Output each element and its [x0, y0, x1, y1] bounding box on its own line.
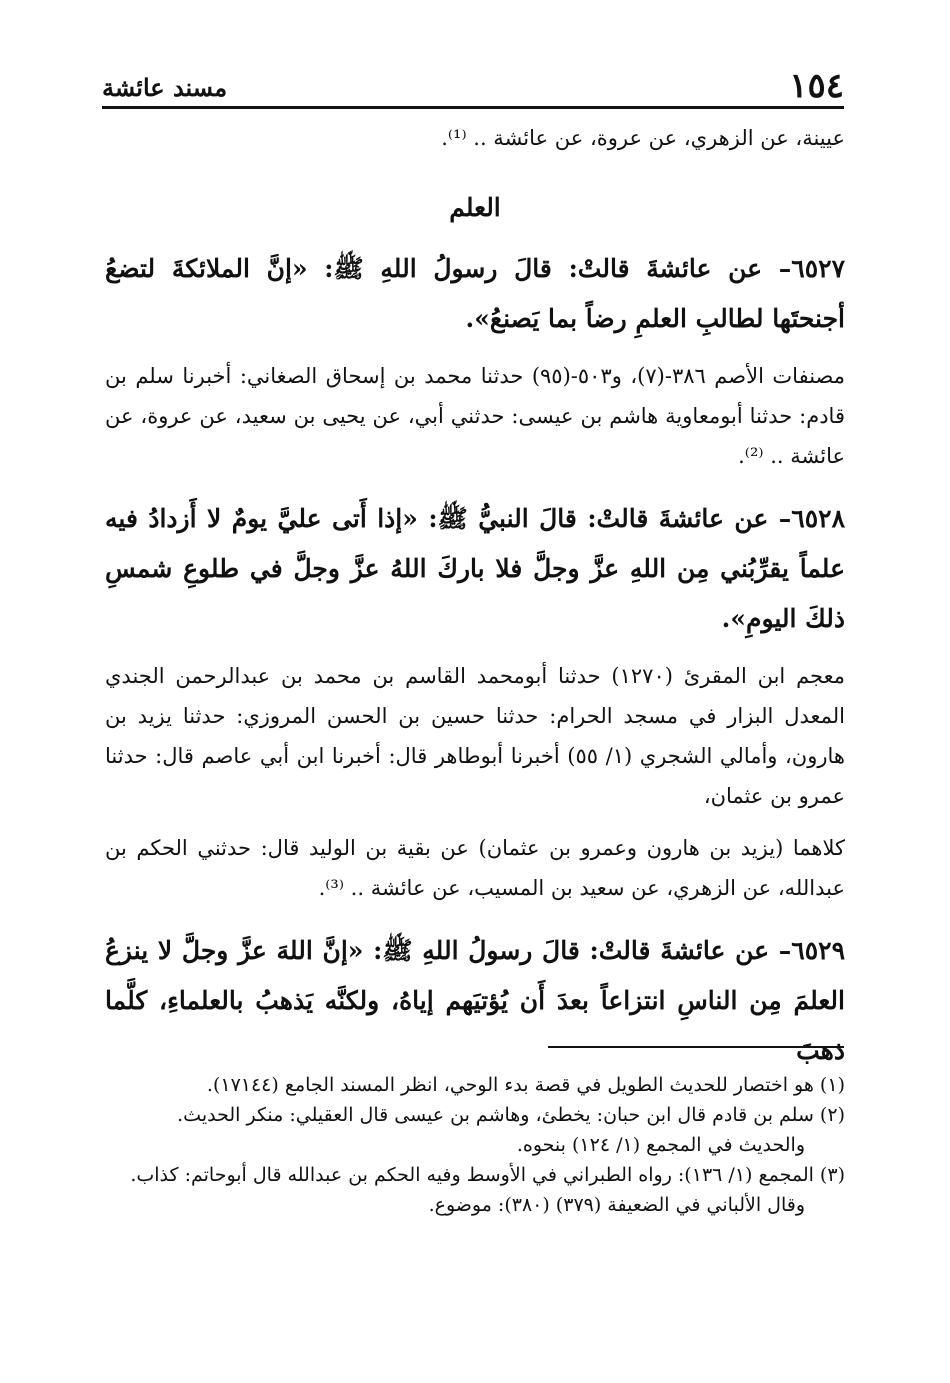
footnote-separator — [548, 1046, 844, 1048]
footnote-1: (١) هو اختصار للحديث الطويل في قصة بدء الوحي، انظر المسند الجامع (١٧١٤٤). — [206, 1074, 845, 1096]
running-title: مسند عائشة — [102, 73, 228, 102]
isnad-6528-continued: كلاهما (يزيد بن هارون وعمرو بن عثمان) عن بقية بن الوليد قال: حدثني الحكم بن عبدالله، عن الزهري، عن سعيد بن المسيب، عن عائشة .. ⁽³⁾. — [105, 836, 845, 900]
footnote-2: (٢) سلم بن قادم قال ابن حبان: يخطئ، وهاشم بن عيسى قال العقيلي: منكر الحديث. — [177, 1104, 845, 1126]
intro-line: عيينة، عن الزهري، عن عروة، عن عائشة .. ⁽¹⁾. — [441, 126, 845, 150]
page-header — [102, 66, 844, 109]
section-heading: العلم — [449, 193, 501, 222]
hadith-6529: ٦٥٢٩– عن عائشةَ قالتْ: قالَ رسولُ اللهِ ﷺ: «إنَّ اللهَ عزَّ وجلَّ لا ينزعُ العلمَ مِن الناسِ انتزاعاً بعدَ أَن يُؤتيَهم إياهُ، ولكنَّه يَذهبُ بالعلماءِ، كلَّما ذهبَ — [105, 936, 845, 1065]
footnotes — [110, 1070, 845, 1220]
page-number: ١٥٤ — [789, 66, 844, 106]
hadith-6527: ٦٥٢٧– عن عائشةَ قالتْ: قالَ رسولُ اللهِ ﷺ: «إنَّ الملائكةَ لتضعُ أجنحتَها لطالبِ العلمِ رضاً بما يَصنعُ». — [105, 254, 845, 333]
isnad-6528: معجم ابن المقرئ (١٢٧٠) حدثنا أبومحمد القاسم بن محمد بن عبدالرحمن الجندي المعدل البزار في مسجد الحرام: حدثنا حسين بن الحسن المروزي: حدثنا يزيد بن هارون، وأمالي الشجري (١/ ٥٥) أخبرنا أبوطاهر قال: أخبرنا ابن أبي عاصم قال: حدثنا عمرو بن عثمان، — [105, 664, 845, 808]
main-text — [105, 118, 845, 1076]
footnote-3: (٣) المجمع (١/ ١٣٦): رواه الطبراني في الأوسط وفيه الحكم بن عبدالله قال أبوحاتم: كذاب. — [130, 1164, 845, 1186]
hadith-6528: ٦٥٢٨– عن عائشةَ قالتْ: قالَ النبيُّ ﷺ: «إذا أَتى عليَّ يومٌ لا أَزدادُ فيه علماً يقرِّبُني مِن اللهِ عزَّ وجلَّ فلا باركَ اللهُ عزَّ وجلَّ في طلوعِ شمسِ ذلكَ اليومِ». — [105, 504, 845, 633]
isnad-6527: مصنفات الأصم ٣٨٦-(٧)، و٥٠٣-(٩٥) حدثنا محمد بن إسحاق الصغاني: أخبرنا سلم بن قادم: حدثنا أبومعاوية هاشم بن عيسى: حدثني أبي، عن يحيى بن سعيد، عن عروة، عن عائشة .. ⁽²⁾. — [105, 364, 845, 468]
footnote-3-continued: وقال الألباني في الضعيفة (٣٧٩) (٣٨٠): موضوع. — [428, 1194, 805, 1216]
footnote-2-continued: والحديث في المجمع (١/ ١٢٤) بنحوه. — [516, 1134, 805, 1156]
